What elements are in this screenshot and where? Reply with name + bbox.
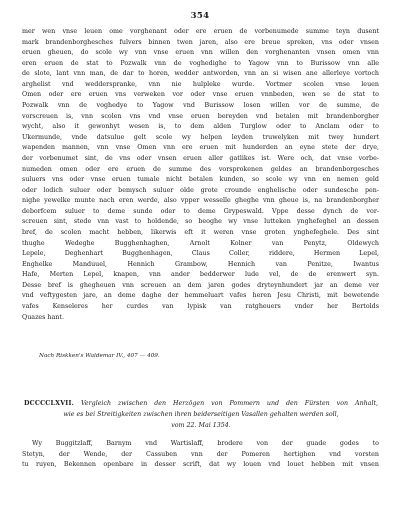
document-text-line: Wy Buggitzlaff, Barnym vnd Wartislaff, brodere von der guade godes to bbox=[32, 440, 379, 447]
text-line: wapenden mannen, vnn vnse Omen vnn ere eruen mit hunderden an eyne stete der drye, bbox=[22, 144, 379, 152]
text-line: mark brandenborghesches fulvers binnen twen jaren, also ere breue spreken, vns oder vnsen bbox=[22, 38, 379, 46]
text-line: Desse bref is ghegheuen vnn screuen an dem jaren godes dryteynhundert jar an deme ver bbox=[22, 281, 379, 289]
document-header bbox=[24, 398, 378, 431]
text-line: arghelist vnd wedderspranke, vnn nie hulpleke wurde. Vortmer scolen vnse leuen bbox=[22, 80, 379, 88]
text-line: Ukermunde, vnde datsulue gelt scole wy helpen leyden truwelyken mit twey hundert bbox=[22, 133, 379, 141]
text-line: Pozwalk vnn de voghedye to Yagow vnd Burissow losen willen vor de summe, de bbox=[22, 102, 379, 110]
text-line: Enghelke Manduuel, Hennich Grambow, Hennich van Penitze, Iwantus bbox=[22, 260, 379, 268]
text-line: vorscreuen is, vnn scolen vns vnd vnse eruen bereyden vnd betalen mit brandenborgher bbox=[22, 112, 379, 120]
text-line: numeden omen oder ere eruen de summe des vorsprokenen geldes an brandenborgesches bbox=[22, 165, 379, 173]
source-citation: Nach Riskken's Waldemar IV., 407 — 409. bbox=[39, 353, 160, 359]
text-line: Omen oder ere eruen vns verweken vor oder vnse eruen vnnbeden, wen se de stat to bbox=[22, 91, 379, 99]
text-line: deborfcem suluer to deme sunde oder to deme Grypeswald. Vppe desse dynch de vor- bbox=[22, 207, 379, 215]
document-text bbox=[22, 439, 379, 471]
header-line: wie es bei Streitigkeiten zwischen ihren beiderseitigen Vasallen gehalten werden soll, bbox=[63, 411, 339, 418]
page-number: 354 bbox=[190, 11, 210, 21]
text-line: nighe yewelke munte nach eren werde, also vpper wesselle gheghe vnn gheue is, na brandenborgher bbox=[22, 197, 379, 205]
text-line: Quazes hant. bbox=[22, 313, 64, 321]
header-line: vom 22. Mai 1354. bbox=[171, 422, 231, 429]
document-text-line: tu ruyen, Bekennen openbare in desser scrift, dat wy louen vnd louet hebben mit vnsen bbox=[22, 461, 379, 469]
document-text-line: Stetyn, der Wende, der Cassuben vnn der Pomeren hertighen vnd vorsten bbox=[22, 450, 379, 458]
text-line: wycht, also it gewonhyt wesen is, to dem alden Turglow oder to Anclam oder to bbox=[22, 123, 379, 131]
text-line: suluers vns oder vnse eruen tumale nicht betalen kunden, so scole wy vnn en nemen geld bbox=[22, 176, 379, 184]
text-line: mer wen vnse leuen ome vorghenant oder ere eruen de vorbenumede summe teyn dusent bbox=[22, 28, 379, 35]
text-line: screuen sint, stede vnn vast to holdende, so beoghe wy vnse lutteken ynghefeghel an dessen bbox=[22, 218, 379, 226]
text-line: Lepele, Deghenhart Bugghenhagen, Claus Coller, riddere, Hermen Lepel, bbox=[22, 250, 379, 258]
document-number: DCCCCLXVII. bbox=[24, 400, 74, 407]
text-line: thughe Wedeghe Bugghenhaghen, Arnolt Kolner van Penytz, Oldewych bbox=[22, 239, 379, 247]
text-line: oder lodich suluer oder bemysch suluer olde grote crounde enghelische oder sundesche pen- bbox=[22, 186, 379, 194]
text-line: de slote, lant vnn man, de dar to horen, wedder antworden, vnn an si wisen ane allerleye vortoch bbox=[22, 70, 379, 78]
text-line: eruen gheuen, do scole wy vnn vnse eruen vnn willen den vorghenanten vnsen omen vnn bbox=[22, 49, 379, 57]
main-text-block bbox=[22, 27, 379, 323]
text-line: der vorbenumet sint, de vns oder vnsen eruen aller gatlikes ist. Were och, dat vnse vorbe- bbox=[22, 154, 379, 162]
text-line: bref, de scolen macht hebben, likerwis eft it weren vnse groten ynghefeghele. Des sint bbox=[22, 228, 379, 236]
text-line: vnd veftygesten jare, an deme daghe der hemmeluart vafes heren Jesu Christi, mit bewetende bbox=[22, 292, 379, 300]
header-line-text: Vergleich zwischen den Herzögen von Pommern und den Fürsten von Anhalt, bbox=[80, 400, 378, 407]
header-line bbox=[24, 398, 378, 409]
text-line: Hafe, Merten Lepel, knapen, vnn ander bedderwer lude vel, de de erenwert syn. bbox=[22, 271, 379, 279]
text-line: vafes Kenseleres her curdes van lypisk van ratgheuers vnder her Bertolds bbox=[22, 303, 379, 311]
text-line: eren eruen de stat to Pozwalk vnn de voghedighe to Yagow vnn to Burissow vnn alle bbox=[22, 59, 379, 67]
